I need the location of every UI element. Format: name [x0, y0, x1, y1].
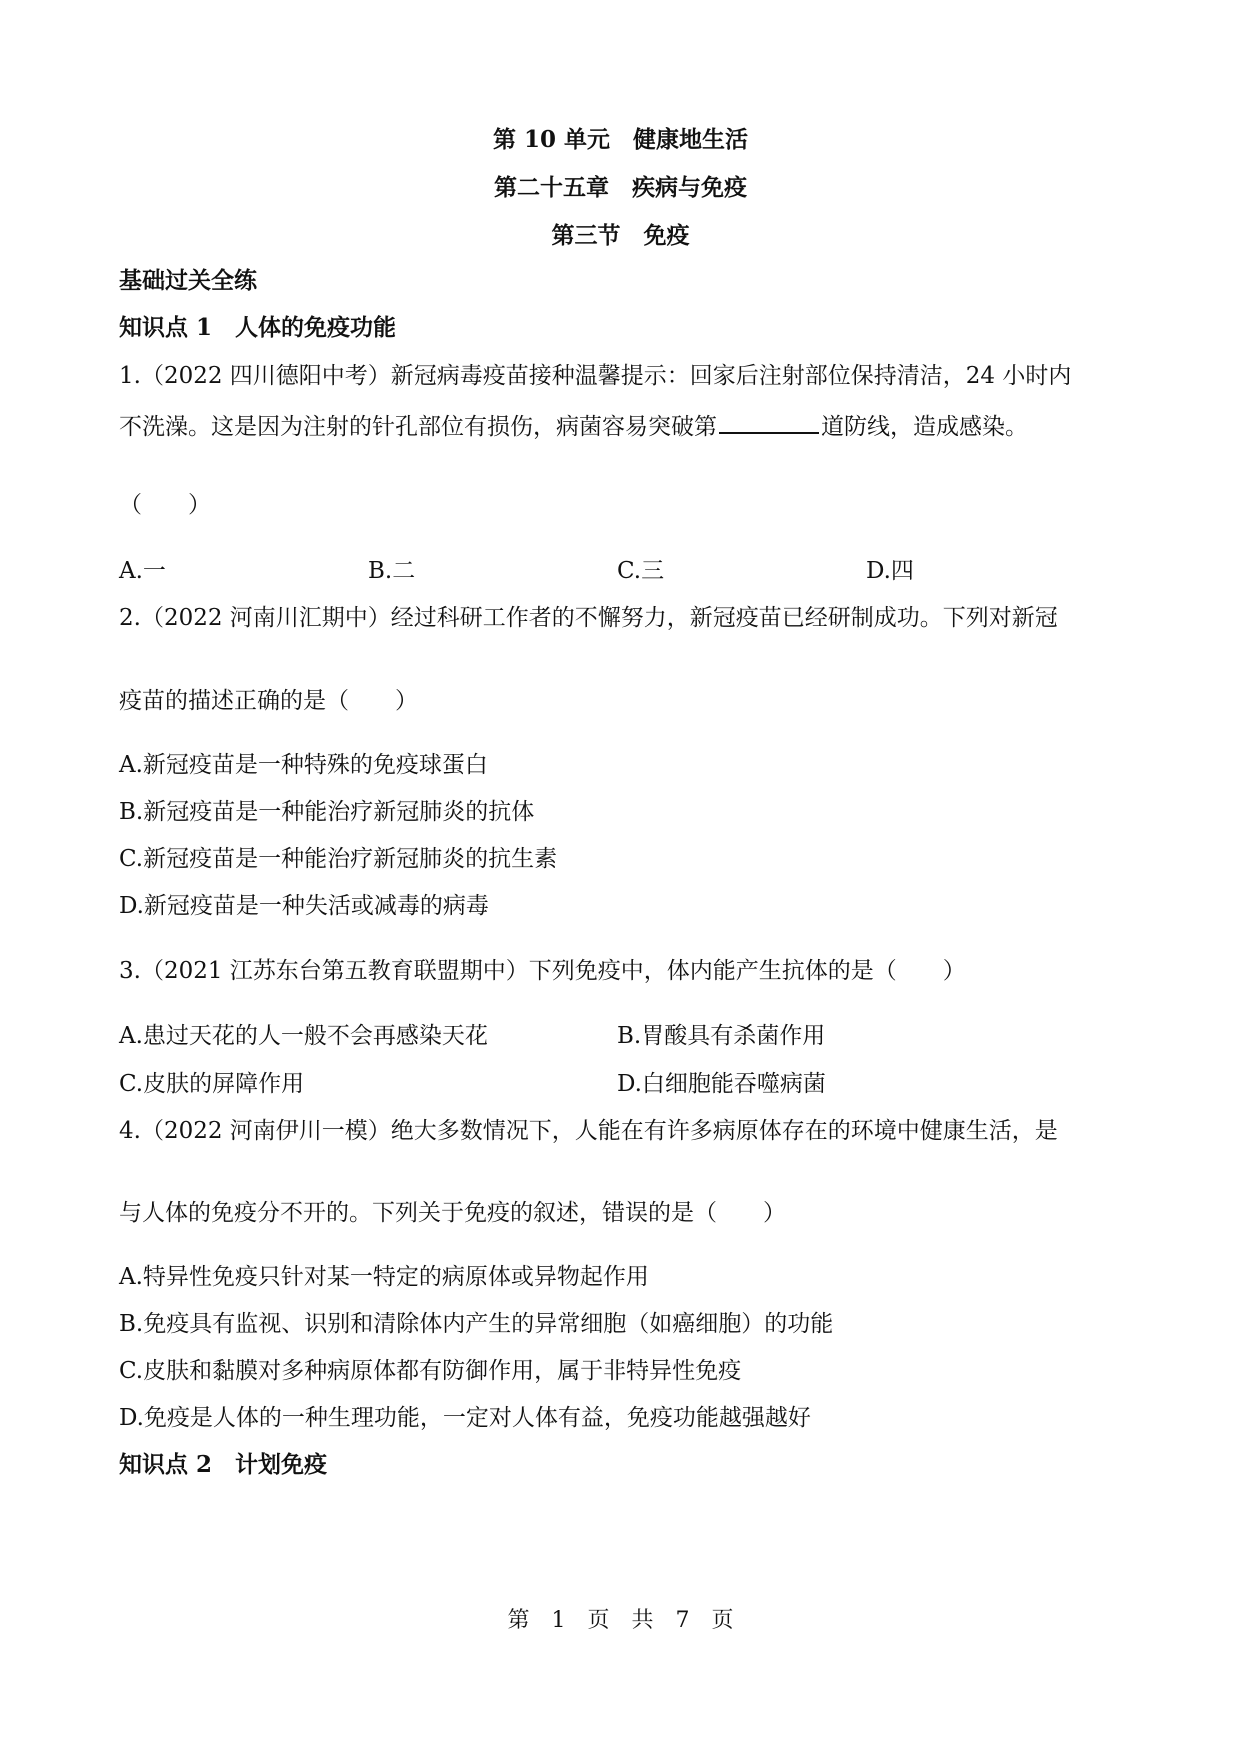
q3-option-c: C.皮肤的屏障作用 [119, 1071, 305, 1097]
q1-line1: 1.（2022 四川德阳中考）新冠病毒疫苗接种温馨提示：回家后注射部位保持清洁，24 小时内 [119, 363, 1072, 389]
q1-option-d: D.四 [866, 558, 914, 584]
q3-line1: 3.（2021 江苏东台第五教育联盟期中）下列免疫中，体内能产生抗体的是（ ） [119, 958, 966, 984]
q1-option-b: B.二 [368, 558, 416, 584]
exercise-title: 基础过关全练 [119, 267, 257, 294]
q4-option-d: D.免疫是人体的一种生理功能，一定对人体有益，免疫功能越强越好 [119, 1405, 811, 1431]
q1-line2-part1: 不洗澡。这是因为注射的针孔部位有损伤，病菌容易突破第 [119, 414, 717, 440]
q2-line1: 2.（2022 河南川汇期中）经过科研工作者的不懈努力，新冠疫苗已经研制成功。下列对新冠 [119, 605, 1058, 631]
q2-option-d: D.新冠疫苗是一种失活或减毒的病毒 [119, 893, 489, 919]
section-title: 第三节 免疫 [551, 222, 690, 249]
q4-line2: 与人体的免疫分不开的。下列关于免疫的叙述，错误的是（ ） [119, 1200, 786, 1226]
q1-option-c: C.三 [617, 558, 665, 584]
q3-option-b: B.胃酸具有杀菌作用 [617, 1023, 826, 1049]
q2-option-b: B.新冠疫苗是一种能治疗新冠肺炎的抗体 [119, 799, 535, 825]
q2-line2: 疫苗的描述正确的是（ ） [119, 688, 418, 714]
knowledge-point-2: 知识点 2 计划免疫 [119, 1451, 328, 1478]
q1-line2-part2: 道防线，造成感染。 [821, 414, 1028, 440]
q3-option-a: A.患过天花的人一般不会再感染天花 [119, 1023, 488, 1049]
q1-answer-paren: （ ） [119, 492, 211, 518]
chapter-title: 第二十五章 疾病与免疫 [494, 174, 747, 201]
unit-title: 第 10 单元 健康地生活 [492, 126, 749, 153]
q1-option-a: A.一 [119, 558, 166, 584]
q1-line2 [119, 410, 1028, 442]
q4-option-c: C.皮肤和黏膜对多种病原体都有防御作用，属于非特异性免疫 [119, 1358, 742, 1384]
q4-option-b: B.免疫具有监视、识别和清除体内产生的异常细胞（如癌细胞）的功能 [119, 1311, 834, 1337]
q4-option-a: A.特异性免疫只针对某一特定的病原体或异物起作用 [119, 1264, 649, 1290]
q3-option-d: D.白细胞能吞噬病菌 [617, 1071, 826, 1097]
q2-option-a: A.新冠疫苗是一种特殊的免疫球蛋白 [119, 752, 488, 778]
q1-blank[interactable] [719, 410, 819, 434]
q2-option-c: C.新冠疫苗是一种能治疗新冠肺炎的抗生素 [119, 846, 558, 872]
q4-line1: 4.（2022 河南伊川一模）绝大多数情况下，人能在有许多病原体存在的环境中健康生活，是 [119, 1118, 1058, 1144]
knowledge-point-1: 知识点 1 人体的免疫功能 [119, 314, 397, 341]
page-number: 第 1 页 共 7 页 [507, 1608, 734, 1633]
